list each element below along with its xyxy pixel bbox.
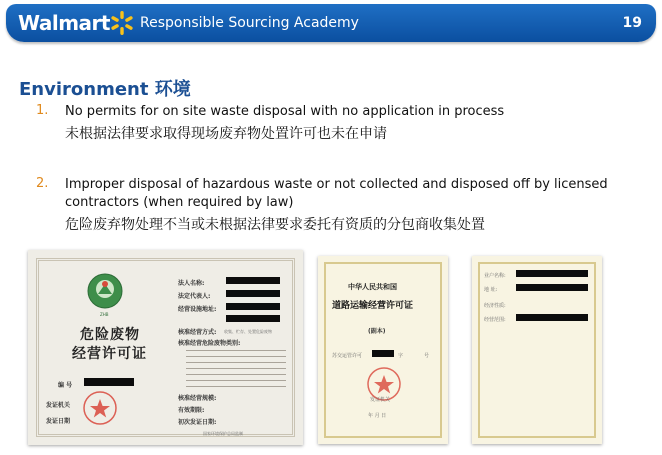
redaction-bar [372,350,394,357]
redaction-bar [226,277,280,284]
redaction-bar [226,290,280,297]
category-label: 核准经营危险废物类别: [178,340,241,347]
permit-prefix: 苏交运管许可 [332,353,363,359]
issue-date-label: 发证日期 [46,418,71,425]
field-label: 经营范围: [484,317,506,323]
permit-suffix: 号 [424,353,430,359]
field-label: 经营设施地址: [178,306,217,313]
list-item-text-en: Improper disposal of hazardous waste or not collected and disposed off by licensed [65,177,608,192]
field-label: 法人名称: [178,280,205,287]
walmart-logo: Walmart [18,11,110,35]
issuer-label: 发证机关 [46,402,71,409]
field-label: 业户名称: [484,273,506,279]
road-transport-permit-image [318,256,448,444]
redaction-bar [516,314,588,321]
list-item-text-en: No permits for on site waste disposal with no application in process [65,104,505,119]
scale-label: 核准经营规模: [178,395,217,402]
cert-title-line1: 中华人民共和国 [348,283,397,291]
field-label: 法定代表人: [178,293,211,300]
cert-title-line2: 经营许可证 [72,346,147,362]
list-item-number: 2. [36,176,49,191]
hazardous-waste-permit-image [28,250,303,445]
issue-date: 年 月 日 [368,413,387,419]
scope-label: 核准经营方式: [178,329,217,336]
environmental-emblem-icon [86,272,124,310]
cert-footer: 国家环境保护总局监制 [203,431,243,436]
field-label: 地 址: [484,287,498,293]
redaction-bar [226,315,280,322]
redaction-bar [516,270,588,277]
list-item-text-en-cont: contractors (when required by law) [65,195,294,210]
number-label: 编 号 [58,382,73,389]
list-item-number: 1. [36,103,49,118]
academy-title: Responsible Sourcing Academy [140,15,359,31]
cert-title-line1: 危险废物 [80,327,140,343]
cert-copy-label: (副本) [368,328,386,335]
field-label: 经济性质: [484,303,506,309]
redaction-bar [84,378,134,386]
list-item-text-cn: 未根据法律要求取得现场废弃物处置许可也未在申请 [65,126,387,142]
slide-header [6,4,656,42]
page-title: Environment 环境 [19,79,191,100]
road-transport-permit-detail-image [472,256,602,444]
list-item-text-cn: 危险废弃物处理不当或未根据法律要求委托有资质的分包商收集处置 [65,217,485,233]
redaction-bar [516,284,588,291]
validity-label: 有效期限: [178,407,205,414]
emblem-text: ZHB [100,312,109,317]
redaction-bar [226,303,280,310]
issuer: 发证机关 [370,397,391,403]
red-seal-icon [82,390,118,426]
first-issue-label: 初次发证日期: [178,419,217,426]
list-item [36,103,636,145]
slide-number: 19 [622,15,642,31]
permit-mid: 字 [398,353,404,359]
walmart-spark-icon [108,9,136,37]
list-item [36,176,656,238]
scope-value: 收集、贮存、处置危险废物 [224,329,272,334]
cert-title-line2: 道路运输经营许可证 [332,301,414,311]
